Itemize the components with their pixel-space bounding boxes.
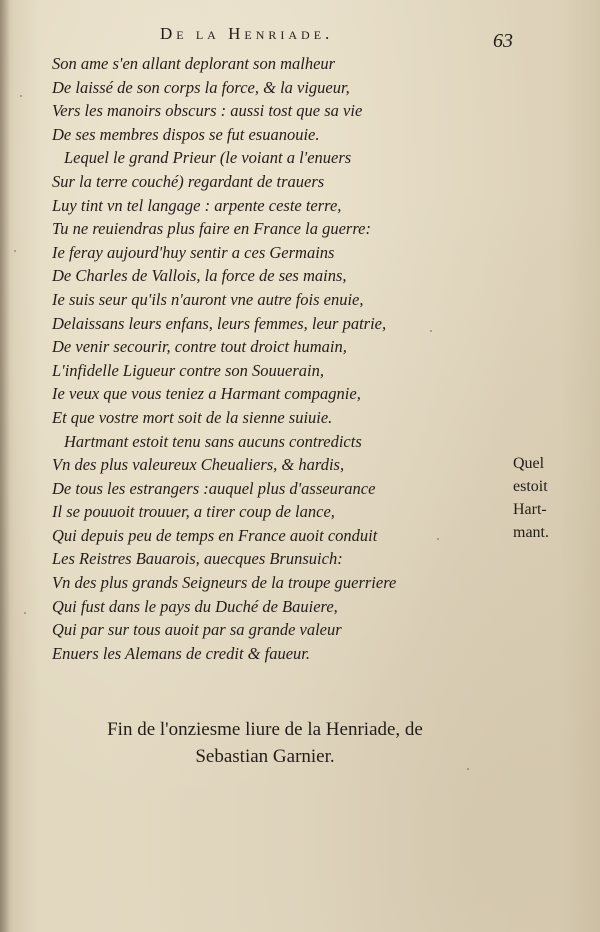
verse-line: De Charles de Vallois, la force de ses mains, bbox=[52, 266, 347, 286]
paper-speck bbox=[437, 538, 439, 540]
verse-line: De laissé de son corps la force, & la vigueur, bbox=[52, 77, 350, 97]
verse-line: Vn des plus valeureux Cheualiers, & hardis, bbox=[52, 455, 345, 475]
paper-speck bbox=[24, 612, 26, 614]
verse-line: Son ame s'en allant deplorant son malheur bbox=[52, 54, 336, 73]
binding-gutter-shadow bbox=[0, 0, 10, 932]
verse-line: Qui par sur tous auoit par sa grande valeur bbox=[52, 620, 342, 640]
verse-line: De tous les estrangers :auquel plus d'asseurance bbox=[52, 478, 376, 498]
margin-note-line: Hart- bbox=[513, 501, 547, 518]
verse-line: Qui fust dans le pays du Duché de Bauiere, bbox=[52, 596, 338, 616]
margin-note bbox=[513, 452, 549, 544]
verse-line: De ses membres dispos se fut esuanouie. bbox=[52, 124, 320, 144]
verse-line: Ie veux que vous teniez a Harmant compagnie, bbox=[52, 384, 361, 404]
verse-line: Les Reistres Bauarois, auecques Brunsuich: bbox=[52, 549, 343, 569]
margin-note-line: estoit bbox=[513, 478, 548, 495]
verse-line: Sur la terre couché) regardant de trauers bbox=[52, 171, 325, 191]
verse-line: Ie feray aujourd'huy sentir a ces Germains bbox=[52, 242, 335, 262]
verse-line: Vn des plus grands Seigneurs de la troupe guerriere bbox=[52, 573, 397, 593]
margin-note-line: mant. bbox=[513, 524, 549, 541]
verse-line: Ie suis seur qu'ils n'auront vne autre fois enuie, bbox=[52, 289, 364, 309]
paper-speck bbox=[14, 250, 16, 252]
verse-line: Tu ne reuiendras plus faire en France la guerre: bbox=[52, 219, 371, 239]
colophon bbox=[0, 716, 530, 770]
running-title: De la Henriade. bbox=[160, 24, 334, 43]
verse-line: Delaissans leurs enfans, leurs femmes, leur patrie, bbox=[52, 313, 387, 333]
paper-speck bbox=[20, 95, 22, 97]
paper-speck bbox=[430, 330, 432, 332]
verse-line: De venir secourir, contre tout droict humain, bbox=[52, 337, 347, 357]
verse-line: Qui depuis peu de temps en France auoit conduit bbox=[52, 525, 378, 545]
margin-note-line: Quel bbox=[513, 455, 545, 472]
verse-block bbox=[52, 52, 472, 665]
verse-line: Il se pouuoit trouuer, a tirer coup de lance, bbox=[52, 502, 335, 522]
verse-line: Vers les manoirs obscurs : aussi tost que sa vie bbox=[52, 101, 363, 121]
page-number: 63 bbox=[493, 30, 513, 52]
verse-line: Enuers les Alemans de credit & faueur. bbox=[52, 643, 311, 663]
paper-speck bbox=[467, 768, 469, 770]
verse-line: L'infidelle Ligueur contre son Souuerain, bbox=[52, 360, 324, 380]
verse-line: Hartmant estoit tenu sans aucuns contredicts bbox=[64, 431, 362, 451]
verse-line: Et que vostre mort soit de la sienne suiuie. bbox=[52, 407, 333, 427]
verse-line: Luy tint vn tel langage : arpente ceste terre, bbox=[52, 195, 342, 215]
colophon-line: Sebastian Garnier. bbox=[195, 746, 335, 767]
verse-line: Lequel le grand Prieur (le voiant a l'enuers bbox=[64, 148, 352, 168]
colophon-line: Fin de l'onziesme liure de la Henriade, de bbox=[107, 719, 423, 740]
